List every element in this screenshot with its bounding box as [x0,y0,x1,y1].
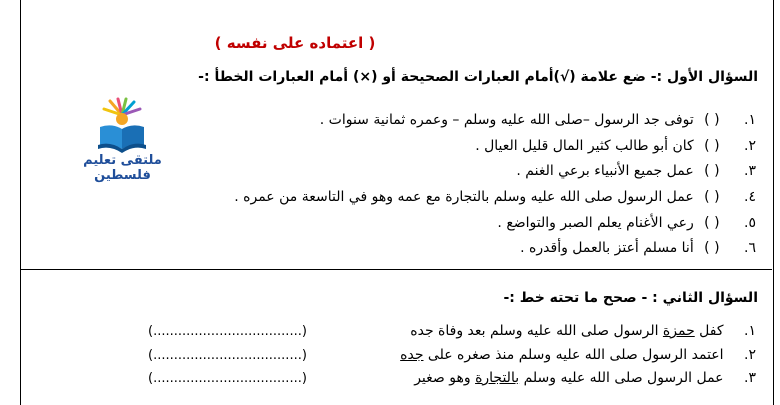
answer-box[interactable]: ( ) [704,112,720,128]
underlined-word: جده [400,346,424,363]
item-text: رعي الأغنام يعلم الصبر والتواضع . [497,214,694,231]
answer-box[interactable]: ( ) [704,240,720,257]
item-number: ٦. [744,240,756,257]
list-item [196,159,756,185]
item-text-before: عمل الرسول صلى الله عليه وسلم [519,370,724,386]
list-item [196,108,756,134]
list-item [326,344,756,368]
answer-blank[interactable]: (....................................) [148,324,307,339]
item-number: ١. [744,112,756,128]
list-item [196,211,756,237]
question1-heading: السؤال الأول :- ضع علامة (√)أمام العبارات الصحيحة أو (×) أمام العبارات الخطأ :- [198,69,758,85]
question1-list [196,108,756,262]
item-text-after: وهو صغير [414,370,476,386]
worksheet-title: ( اعتماده على نفسه ) [214,34,376,52]
item-number: ٤. [744,189,756,206]
answer-blanks [148,320,328,391]
item-number: ٢. [744,346,756,363]
item-text: أنا مسلم أعتز بالعمل وأقدره . [520,240,694,257]
item-number: ٢. [744,137,756,154]
list-item [196,185,756,211]
answer-blank[interactable]: (....................................) [148,371,307,386]
list-item [326,367,756,391]
logo-text: ملتقى تعليم فلسطين [83,153,162,183]
item-text-before: كفل [694,323,724,339]
item-number: ١. [744,323,756,339]
list-item [326,320,756,344]
answer-box[interactable]: ( ) [704,163,720,180]
answer-box[interactable]: ( ) [704,137,720,154]
logo-book-icon [60,97,185,157]
answer-box[interactable]: ( ) [704,189,720,206]
list-item [196,236,756,262]
item-text: عمل جميع الأنبياء برعي الغنم . [516,163,694,180]
question2-list [326,320,756,391]
section-divider [21,269,772,270]
list-item [196,134,756,160]
item-number: ٣. [744,163,756,180]
logo-rays-icon [104,99,140,115]
underlined-word: بالتجارة [475,370,520,386]
underlined-word: حمزة [662,323,695,339]
answer-box[interactable]: ( ) [704,214,720,231]
item-text: توفى جد الرسول –صلى الله عليه وسلم – وعمره ثمانية سنوات . [319,112,694,128]
site-logo [60,97,185,183]
item-text-before: اعتمد الرسول صلى الله عليه وسلم منذ صغره على [423,346,724,363]
item-text: كان أبو طالب كثير المال قليل العيال . [475,137,694,154]
question2-heading: السؤال الثاني : - صحح ما تحته خط :- [503,290,758,306]
item-text: عمل الرسول صلى الله عليه وسلم بالتجارة مع عمه وهو في التاسعة من عمره . [234,189,694,206]
item-number: ٣. [744,370,756,386]
answer-blank[interactable]: (....................................) [148,347,307,363]
item-text-after: الرسول صلى الله عليه وسلم بعد وفاة جده [410,323,663,339]
item-number: ٥. [744,214,756,231]
